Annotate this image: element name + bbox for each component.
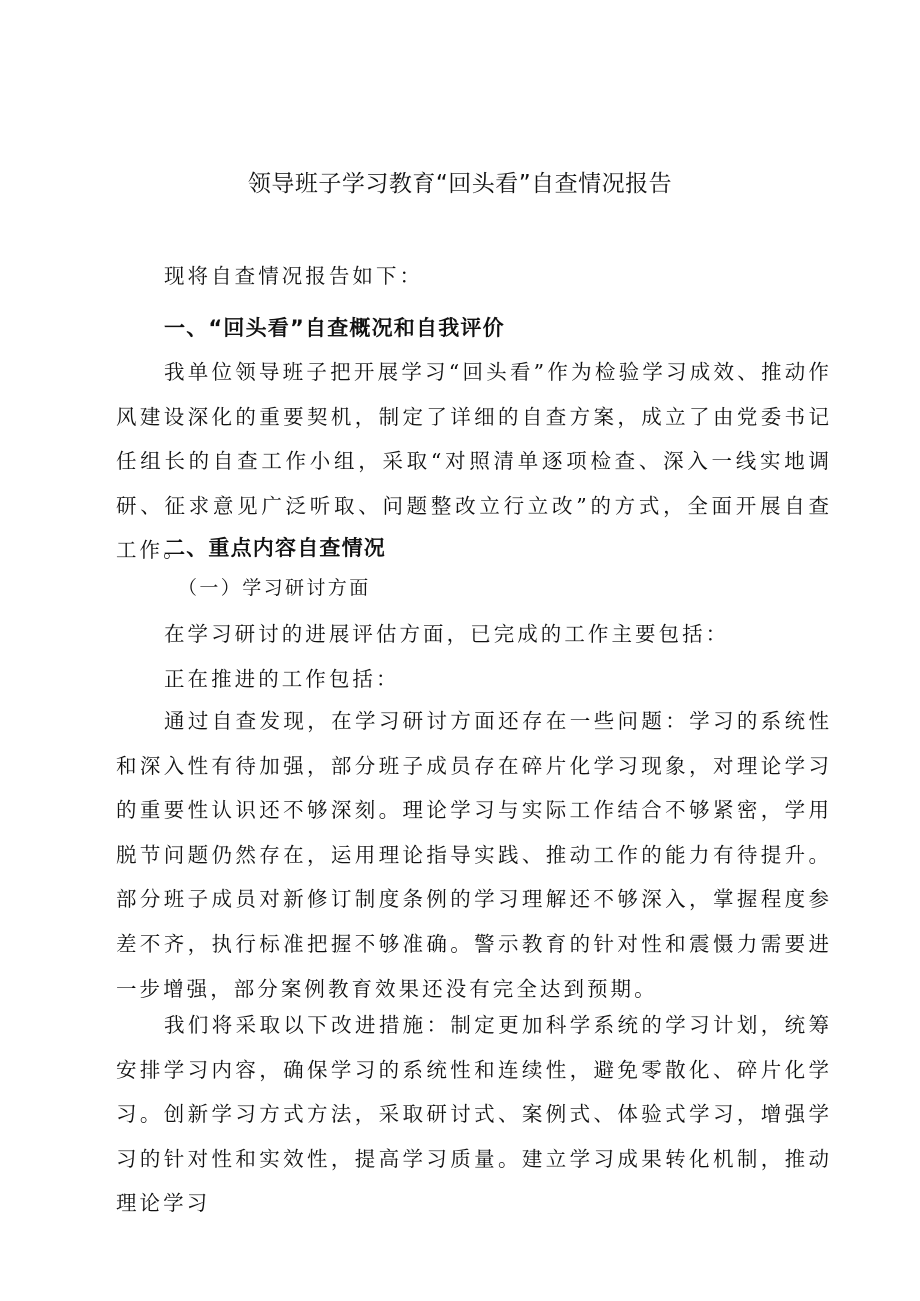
subsection-1-heading: （一）学习研讨方面 [178,577,371,599]
section-1-paragraph: 我单位领导班子把开展学习“回头看”作为检验学习成效、推动作风建设深化的重要契机，制定了详细的自查方案，成立了由党委书记任组长的自查工作小组，采取“对照清单逐项检查、深入一线实地调研、征求意见广泛听取、问题整改立行立改”的方式，全面开展自查工作。 [116,360,832,563]
problems-paragraph: 通过自查发现，在学习研讨方面还存在一些问题：学习的系统性和深入性有待加强，部分班子成员存在碎片化学习现象，对理论学习的重要性认识还不够深刻。理论学习与实际工作结合不够紧密，学用脱节问题仍然存在，运用理论指导实践、推动工作的能力有待提升。部分班子成员对新修订制度条例的学习理解还不够深入，掌握程度参差不齐，执行标准把握不够准确。警示教育的针对性和震慑力需要进一步增强，部分案例教育效果还没有完全达到预期。 [116,709,832,1001]
section-2-heading: 二、重点内容自查情况 [164,536,386,560]
completed-work-paragraph: 在学习研讨的进展评估方面，已完成的工作主要包括： [164,622,730,646]
intro-paragraph: 现将自查情况报告如下： [164,264,424,288]
ongoing-work-paragraph: 正在推进的工作包括： [164,667,400,691]
section-1-heading: 一、“回头看”自查概况和自我评价 [164,316,505,340]
measures-paragraph: 我们将采取以下改进措施：制定更加科学系统的学习计划，统筹安排学习内容，确保学习的系统性和连续性，避免零散化、碎片化学习。创新学习方式方法，采取研讨式、案例式、体验式学习，增强学习的针对性和实效性，提高学习质量。建立学习成果转化机制，推动理论学习 [116,1013,832,1216]
document-title: 领导班子学习教育“回头看”自查情况报告 [247,171,673,197]
